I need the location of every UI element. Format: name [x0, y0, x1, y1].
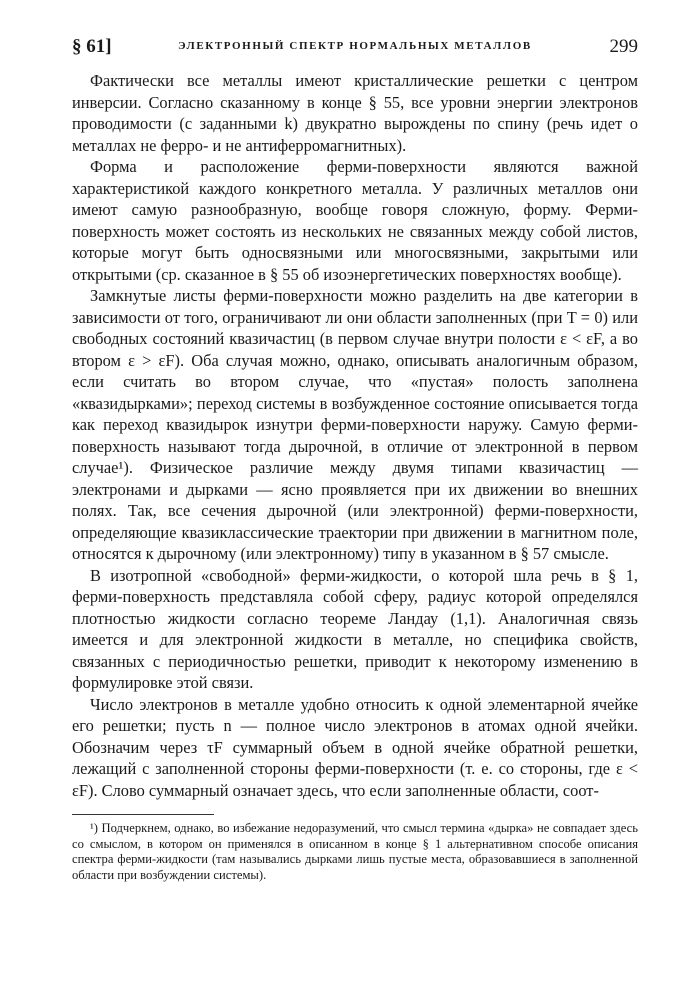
footnote-divider	[72, 814, 214, 815]
main-text	[72, 70, 638, 801]
footnote: ¹) Подчеркнем, однако, во избежание недоразумений, что смысл термина «дырка» не совпадает здесь со смыслом, в котором он применялся в описанном в конце § 1 альтернативном способе описания спектра ферми-жидкости (там назывались дырками лишь пустые места, образовавшиеся в заполненной области при возбуждении системы).	[72, 821, 638, 882]
paragraph: Фактически все металлы имеют кристаллические решетки с центром инверсии. Согласно сказанному в конце § 55, все уровни энергии электронов проводимости (с заданными k) двукратно вырождены по спину (речь идет о металлах не ферро- и не антиферромагнитных).	[72, 71, 638, 155]
book-page	[72, 36, 638, 883]
paragraph: Число электронов в металле удобно относить к одной элементарной ячейке его решетки; пусть n — полное число электронов в атомах одной ячейки. Обозначим через τF суммарный объем в одной ячейке обратной решетки, лежащий с заполненной стороны ферми-поверхности (т. е. со стороны, где ε < εF). Слово суммарный означает здесь, что если заполненные области, сoот-	[72, 694, 638, 800]
paragraph: В изотропной «свободной» ферми-жидкости, о которой шла речь в § 1, ферми-поверхность представляла собой сферу, радиус которой определялся плотностью жидкости согласно теореме Ландау (1,1). Аналогичная связь имеется и для электронной жидкости в металле, но специфика свойств, связанных с периодичностью решетки, приводит к некоторому изменению в формулировке этой связи.	[72, 565, 638, 692]
chapter-title: ЭЛЕКТРОННЫЙ СПЕКТР НОРМАЛЬНЫХ МЕТАЛЛОВ	[178, 40, 532, 52]
paragraph: Форма и расположение ферми-поверхности являются важной характеристикой каждого конкретного металла. У различных металлов они имеют самую разнообразную, вообще говоря сложную, форму. Ферми-поверхность может состоять из нескольких не связанных между собой листов, которые могут быть односвязными или многосвязными, закрытыми или открытыми (ср. сказанное в § 55 об изоэнергетических поверхностях вообще).	[72, 157, 638, 284]
running-header	[72, 36, 638, 62]
section-reference: § 61]	[72, 36, 112, 57]
page-number: 299	[609, 36, 638, 57]
paragraph: Замкнутые листы ферми-поверхности можно разделить на две категории в зависимости от того, ограничивают ли они области заполненных (при T = 0) или свободных состояний квазичастиц (в первом случае внутри полости ε < εF, а во втором ε > εF). Оба случая можно, однако, описывать аналогичным образом, если считать во втором случае, что «пустая» полость заполнена «квазидырками»; переход системы в возбужденное состояние описывается тогда как переход квазидырок изнутри ферми-поверхности наружу. Самую ферми-поверхность называют тогда дырочной, в отличие от электронной в первом случае¹). Физическое различие между двумя типами квазичастиц — электронами и дырками — ясно проявляется при их движении во внешних полях. Так, все сечения дырочной (или электронной) ферми-поверхности, определяющие квазиклассические траектории при движении в магнитном поле, относятся к дырочному (или электронному) типу в указанном в § 57 смысле.	[72, 286, 638, 563]
